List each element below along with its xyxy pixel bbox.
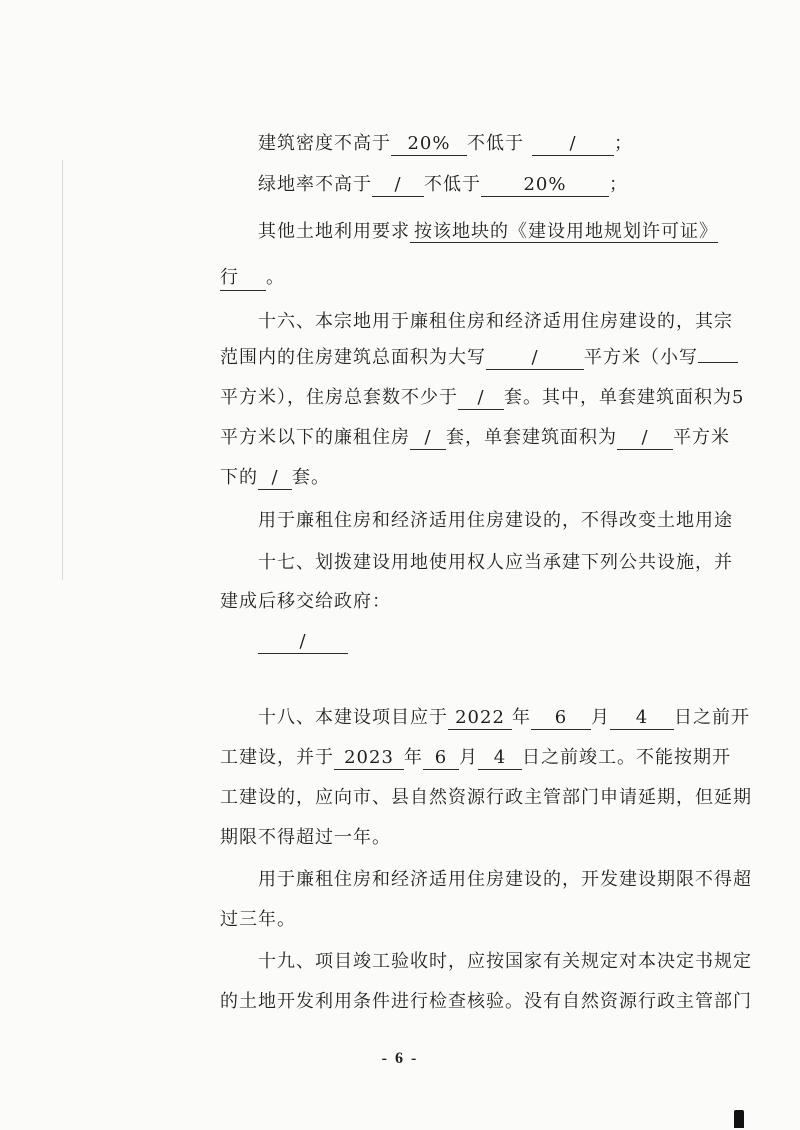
completion-label: 工建设，并于	[220, 747, 334, 768]
punct: 。	[266, 267, 285, 288]
housing-units-line	[220, 386, 744, 410]
extension-text: 工建设的，应向市、县自然资源行政主管部门申请延期，但延期	[220, 787, 752, 808]
page-number: - 6 -	[381, 1050, 419, 1067]
public-facilities-value: /	[258, 631, 348, 654]
year-label: 年	[512, 707, 531, 728]
punct: ；	[614, 133, 633, 154]
completion-day: 4	[478, 747, 522, 770]
punct: ；	[609, 174, 628, 195]
clause-19-cont: 的土地开发利用条件进行检查核验。没有自然资源行政主管部门	[220, 991, 752, 1012]
clause-17-cont: 建成后移交给政府：	[220, 591, 391, 612]
housing-area-lowercase	[698, 362, 738, 363]
green-ratio-line	[258, 173, 628, 197]
housing-area-uppercase: /	[486, 347, 584, 370]
low-rent-label: 平方米以下的廉租住房	[220, 427, 410, 448]
remaining-units-suffix: 套。	[292, 467, 330, 488]
unit-area-label-2: 套，单套建筑面积为	[446, 427, 617, 448]
unit-area-suffix: 平方米	[673, 427, 730, 448]
start-month: 6	[531, 707, 591, 730]
completion-line	[220, 746, 731, 770]
extension-limit: 期限不得超过一年。	[220, 827, 391, 848]
green-ratio-min: 20%	[481, 174, 609, 197]
other-requirements-value-cont: 行	[220, 266, 266, 291]
public-facilities-line	[258, 630, 348, 654]
housing-area-line	[220, 346, 738, 370]
clause-19-title: 十九、项目竣工验收时，应按国家有关规定对本决定书规定	[258, 951, 752, 972]
month-label: 月	[591, 707, 610, 728]
start-label: 十八、本建设项目应于	[258, 707, 448, 728]
start-day: 4	[610, 707, 674, 730]
month-label: 月	[459, 747, 478, 768]
start-year: 2022	[448, 707, 512, 730]
clause-17-title: 十七、划拨建设用地使用权人应当承建下列公共设施，并	[258, 552, 733, 573]
low-rent-units: /	[410, 427, 446, 450]
clause-16-title: 十六、本宗地用于廉租住房和经济适用住房建设的，其宗	[258, 311, 733, 332]
completion-month: 6	[423, 747, 459, 770]
building-density-min: /	[532, 133, 614, 156]
building-density-line	[258, 132, 633, 156]
other-requirements-value: 按该地块的《建设用地规划许可证》	[410, 221, 718, 243]
low-rent-housing-line	[220, 426, 730, 450]
remaining-units-line	[220, 466, 330, 490]
other-requirements-cont	[220, 266, 285, 291]
scan-corner-mark	[734, 1110, 744, 1128]
remaining-units-value: /	[258, 467, 292, 490]
building-density-min-label: 不低于	[467, 133, 524, 154]
other-requirements-line	[258, 220, 718, 244]
day-label: 日之前开	[674, 707, 750, 728]
unit-area-value: /	[617, 427, 673, 450]
housing-area-label: 范围内的住房建筑总面积为大写	[220, 347, 486, 368]
unit-area-label: 套。其中，单套建筑面积为5	[504, 387, 745, 408]
land-use-restriction: 用于廉租住房和经济适用住房建设的，不得改变土地用途	[258, 510, 733, 531]
green-ratio-max: /	[372, 174, 424, 197]
remaining-units-label: 下的	[220, 467, 258, 488]
green-ratio-label: 绿地率不高于	[258, 174, 372, 195]
clause-18-start-line	[258, 706, 750, 730]
year-label: 年	[404, 747, 423, 768]
other-requirements-label: 其他土地利用要求	[258, 221, 410, 242]
building-density-max: 20%	[391, 133, 467, 156]
binding-shadow	[62, 160, 63, 580]
housing-area-lowercase-label: 平方米（小写	[584, 347, 698, 368]
housing-units-label: 平方米），住房总套数不少于	[220, 387, 458, 408]
day-label: 日之前竣工。不能按期开	[522, 747, 731, 768]
housing-units-value: /	[458, 387, 504, 410]
housing-period-text: 用于廉租住房和经济适用住房建设的，开发建设期限不得超	[258, 869, 752, 890]
completion-year: 2023	[334, 747, 404, 770]
housing-period-limit: 过三年。	[220, 909, 296, 930]
building-density-label: 建筑密度不高于	[258, 133, 391, 154]
green-ratio-min-label: 不低于	[424, 174, 481, 195]
